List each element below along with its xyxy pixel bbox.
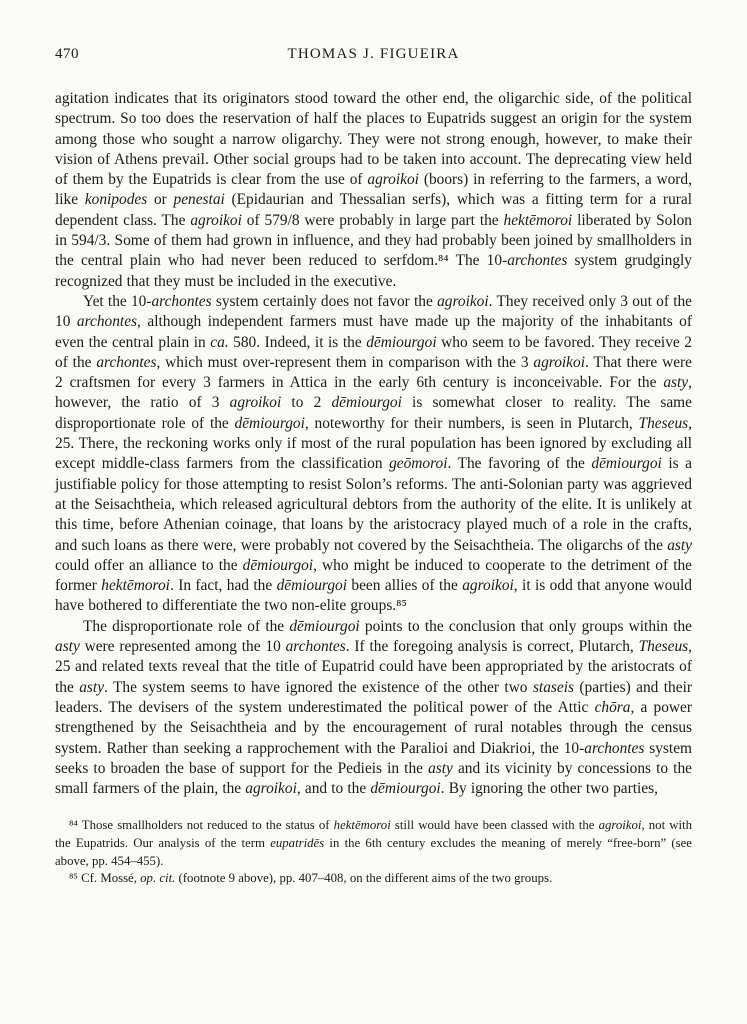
text-run: could offer an alliance to the (55, 556, 243, 574)
running-title: THOMAS J. FIGUEIRA (287, 46, 460, 62)
italic-term: agroikoi (190, 211, 242, 229)
italic-term: hektēmoroi (503, 211, 573, 229)
text-run: 580. Indeed, it is the (228, 333, 367, 351)
italic-term: agroikoi (437, 292, 489, 310)
italic-term: archontes (285, 638, 346, 656)
italic-term: agroikoi (245, 780, 297, 798)
text-run: , not with the Eupatrids. Our analysis of the term (55, 818, 692, 850)
text-run: The disproportionate role of the (83, 617, 290, 635)
paragraph (55, 617, 692, 800)
italic-term: ca. (210, 333, 229, 351)
italic-term: dēmiourgoi (289, 617, 360, 635)
text-run: , noteworthy for their numbers, is seen in Plutarch, (304, 414, 639, 432)
text-run: system seeks to broaden the base of support for the Pedieis in the (55, 739, 692, 777)
italic-term: dēmiourgoi (370, 780, 441, 798)
italic-term: dēmiourgoi (331, 394, 402, 412)
italic-term: geōmoroi (389, 455, 448, 473)
text-run: , which must over-represent them in comparison with the 3 (156, 353, 534, 371)
italic-term: agroikoi (367, 171, 419, 189)
paragraph (55, 89, 692, 292)
text-run: of 579/8 were probably in large part the (241, 211, 504, 229)
text-run: , 25 and related texts reveal that the title of Eupatrid could have been appropriated by the aristocrats of the (55, 638, 693, 696)
text-run: (boors) in referring to the farmers, a word, like (55, 171, 692, 209)
italic-term: dēmiourgoi (234, 414, 305, 432)
italic-term: asty (55, 638, 80, 656)
text-run: . They received only 3 out of the 10 (55, 292, 692, 331)
italic-term: archontes (96, 353, 157, 371)
italic-term: asty (667, 536, 692, 554)
italic-term: op. cit. (140, 871, 176, 886)
italic-term: agroikoi (462, 577, 514, 595)
text-run: still would have been classed with the (390, 818, 599, 833)
text-run: is a justifiable policy for those attempting to resist Solon’s reforms. The anti-Solonian party was aggrieved at the Seisachtheia, which released agricultural debtors from the authority of the elite. It is unlikely at this time, before Athenian coinage, that loans by the aristocracy played much of a role in the crafts, and such loans as there were, were probably not covered by the Seisachtheia. The oligarchs of the (55, 455, 692, 554)
text-run: ⁸⁴ Those smallholders not reduced to the status of (69, 818, 334, 833)
italic-term: asty (663, 374, 689, 392)
text-run: , 25. There, the reckoning works only if most of the rural population has been ignored by excluding all except middle-class farmers from the classification (55, 414, 692, 473)
text-run: , although independent farmers must have made up the majority of the inhabitants of even the central plain in (55, 313, 692, 351)
footnote (55, 870, 692, 888)
italic-term: asty (79, 678, 105, 696)
text-run: or (147, 191, 174, 209)
text-run: . The favoring of the (447, 455, 592, 473)
paragraph (55, 292, 692, 617)
italic-term: Theseus (638, 638, 689, 656)
italic-term: dēmiourgoi (242, 556, 314, 574)
text-run: liberated by Solon in 594/3. Some of them had grown in influence, and they had probably been joined by smallholders in the central plain who had never been reduced to serfdom.⁸⁴ The 10- (55, 211, 693, 270)
italic-term: hektēmoroi (333, 818, 391, 833)
running-header (55, 46, 692, 63)
body-paragraphs (55, 89, 692, 799)
italic-term: hektēmoroi (101, 577, 170, 595)
italic-term: archontes (76, 313, 138, 331)
text-run: agitation indicates that its originators stood toward the other end, the oligarchic side, of the political spectrum. So too does the reservation of half the places to Eupatrids suggest an origin for the system among those who sought a narrow oligarchy. They were not strong enough, however, to make their vision of Athens prevail. Other social groups had to be taken into account. The deprecating view held of them by the Eupatrids is clear from the use of (55, 90, 692, 189)
italic-term: dēmiourgoi (366, 333, 437, 351)
italic-term: Theseus (638, 414, 689, 432)
italic-term: archontes (507, 252, 568, 270)
italic-term: agroikoi (533, 353, 585, 371)
italic-term: dēmiourgoi (276, 577, 347, 595)
footnotes (55, 817, 692, 887)
text-run: . By ignoring the other two parties, (440, 780, 658, 798)
text-run: in the 6th century excludes the meaning of merely “free-born” (see above, pp. 454–455). (55, 835, 692, 868)
text-run: system certainly does not favor the (211, 292, 438, 310)
italic-term: konipodes (84, 191, 148, 209)
text-run: (parties) and their leaders. The devisers of the system underestimated the political power of the Attic (55, 678, 692, 716)
text-run: were represented among the 10 (79, 638, 286, 656)
italic-term: staseis (532, 678, 574, 696)
italic-term: asty (428, 759, 453, 777)
text-run: to 2 (281, 394, 332, 412)
text-run: . That there were 2 craftsmen for every 3 farmers in Attica in the early 6th century is inconceivable. For the (55, 353, 692, 392)
text-run: . In fact, had the (169, 577, 277, 595)
text-run: and its vicinity by concessions to the small farmers of the plain, the (55, 759, 692, 798)
text-run: . The system seems to have ignored the existence of the other two (104, 678, 533, 696)
text-run: (footnote 9 above), pp. 407–408, on the different aims of the two groups. (175, 871, 553, 886)
italic-term: chōra (594, 698, 631, 716)
italic-term: dēmiourgoi (591, 455, 662, 473)
text-run: , it is odd that anyone would have bothered to differentiate the two non-elite groups.⁸⁵ (55, 577, 692, 615)
text-run: points to the conclusion that only groups within the (359, 617, 692, 635)
text-run: , however, the ratio of 3 (55, 374, 692, 412)
text-run: system grudgingly recognized that they must be included in the executive. (55, 252, 692, 290)
text-run: been allies of the (347, 577, 463, 595)
page-number: 470 (55, 46, 79, 62)
text-run: , who might be induced to cooperate to the detriment of the former (55, 556, 692, 595)
italic-term: archontes (584, 739, 645, 757)
text-run: , and to the (296, 780, 371, 798)
text-run: , a power strengthened by the Seisachtheia and by the encouragement of rural notables through the census system. Rather than seeking a rapprochement with the Paralioi and Diakrioi, the 10- (55, 698, 692, 757)
text-run: . If the foregoing analysis is correct, Plutarch, (345, 638, 639, 656)
footnote (55, 817, 692, 870)
text-run: Yet the 10- (83, 292, 152, 310)
italic-term: archontes (151, 292, 212, 310)
italic-term: penestai (173, 191, 225, 209)
italic-term: eupatridēs (270, 835, 325, 850)
text-run: is somewhat closer to reality. The same disproportionate role of the (55, 394, 692, 432)
italic-term: agroikoi (229, 394, 282, 412)
text-run: who seem to be favored. They receive 2 of the (55, 333, 692, 371)
text-run: (Epidaurian and Thessalian serfs), which was a fitting term for a rural dependent class. The (55, 191, 692, 229)
italic-term: agroikoi (598, 818, 642, 833)
text-run: ⁸⁵ Cf. Mossé, (69, 871, 141, 886)
